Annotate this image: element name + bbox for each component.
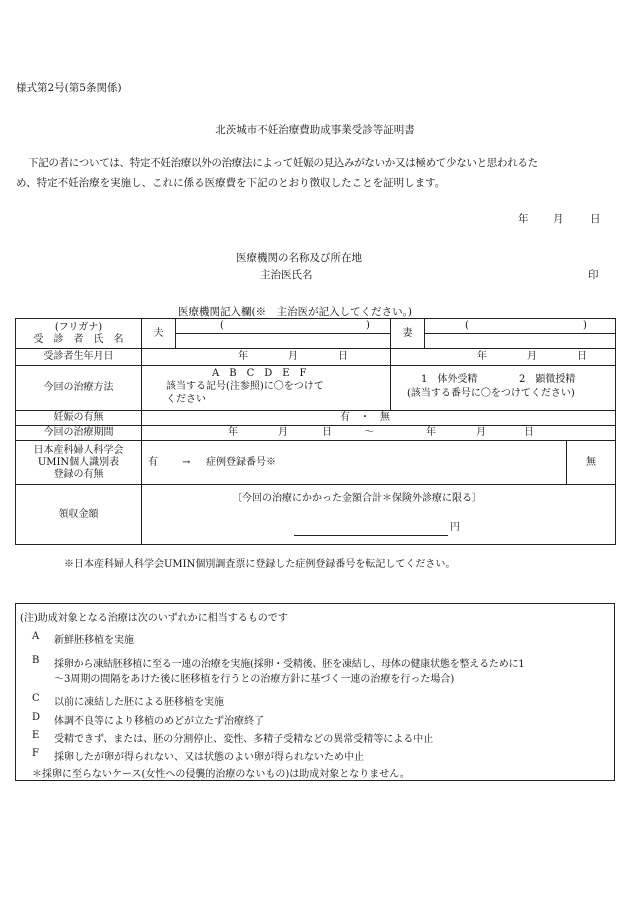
- notes-box: [15, 603, 615, 781]
- amount-label: 領収金額: [16, 485, 142, 545]
- registration-label-2: UMIN個人識別表: [37, 456, 120, 468]
- end-month-label: 月: [476, 427, 486, 438]
- note-text-e: 受精できず、または、胚の分割停止、変性、多精子受精などの異常受精等による中止: [54, 734, 434, 745]
- option-icsi: 2 顕微授精: [519, 374, 576, 385]
- note-text-d: 体調不良等により移植のめどが立たず治療終了: [54, 716, 264, 727]
- name-row: [16, 319, 616, 349]
- day-label: 日: [577, 351, 587, 362]
- name-label-cell: [16, 319, 142, 349]
- note-text-c: 以前に凍結した胚による胚移植を実施: [54, 697, 224, 708]
- paren-open: (: [465, 320, 469, 331]
- end-day-label: 日: [524, 427, 534, 438]
- birthdate-row: [16, 349, 616, 366]
- notes-header: (注)助成対象となる治療は次のいずれかに相当するものです: [20, 613, 288, 624]
- note-text-f: 採卵したが卵が得られない、又は状態のよい卵が得られないため中止: [54, 752, 364, 763]
- registration-label-cell: [16, 441, 142, 485]
- seal-mark: 印: [588, 269, 599, 281]
- footnote: ※日本産科婦人科学会UMIN個別調査票に登録した症例登録番号を転記してください。: [64, 559, 456, 570]
- treatment-instruction-2: ください: [166, 394, 206, 405]
- amount-note: 〔今回の治療にかかった金額合計＊保険外診療に限る〕: [232, 493, 482, 504]
- amount-underline: [294, 535, 448, 536]
- month-label: 月: [288, 351, 298, 362]
- wife-name-field[interactable]: [425, 319, 616, 349]
- day-label: 日: [338, 351, 348, 362]
- date-day: 日: [590, 213, 601, 225]
- treatment-instruction-1: 該当する記号(注参照)に〇をつけて: [166, 381, 324, 392]
- period-separator: ～: [364, 427, 374, 438]
- start-year-label: 年: [228, 427, 238, 438]
- patient-name-label: 受 診 者 氏 名: [33, 333, 124, 345]
- husband-divider: [176, 333, 390, 334]
- husband-birthdate-field[interactable]: [142, 349, 391, 366]
- wife-divider: [425, 333, 615, 334]
- pregnancy-field[interactable]: [142, 411, 616, 426]
- note-key-e: E: [32, 730, 40, 741]
- husband-label: 夫: [142, 319, 176, 349]
- period-label: 今回の治療期間: [16, 426, 142, 441]
- month-label: 月: [527, 351, 537, 362]
- table-caption: 医療機関記入欄(※ 主治医が記入してください。): [178, 306, 412, 318]
- date-year: 年: [518, 213, 529, 225]
- pregnancy-label: 妊娠の有無: [16, 411, 142, 426]
- yen-label: 円: [450, 522, 460, 533]
- paren-close: ): [366, 320, 370, 331]
- treatment-row: [16, 366, 616, 411]
- note-text-a: 新鮮胚移植を実施: [54, 635, 134, 646]
- date-month: 月: [553, 213, 564, 225]
- husband-name-field[interactable]: [176, 319, 391, 349]
- period-row: [16, 426, 616, 441]
- end-year-label: 年: [426, 427, 436, 438]
- certification-table: [15, 318, 616, 545]
- birthdate-label: 受診者生年月日: [16, 349, 142, 366]
- paren-open: (: [220, 320, 224, 331]
- notes-remark: ＊採卵に至らないケース(女性への侵襲的治療のないもの)は助成対象となりません。: [32, 769, 410, 780]
- intro-line-1: 下記の者については、特定不妊治療以外の治療法によって妊娠の見込みがないか又は極めて少ないと思われるた: [28, 157, 538, 169]
- intro-line-2: め、特定不妊治療を実施し、これに係る医療費を下記のとおり徴収したことを証明します。: [16, 177, 446, 189]
- note-key-d: D: [32, 712, 41, 723]
- paren-close: ): [583, 320, 587, 331]
- institution-label: 医療機関の名称及び所在地: [236, 252, 362, 264]
- registration-yes-field[interactable]: [142, 441, 567, 485]
- wife-birthdate-field[interactable]: [391, 349, 616, 366]
- document-title: 北茨城市不妊治療費助成事業受診等証明書: [215, 124, 415, 136]
- note-key-c: C: [32, 693, 40, 704]
- treatment-codes: A B C D E F: [212, 368, 307, 379]
- treatment-code-field[interactable]: [142, 366, 391, 411]
- pregnancy-row: [16, 411, 616, 426]
- furigana-label: (フリガナ): [54, 321, 103, 333]
- doctor-label: 主治医氏名: [260, 269, 313, 281]
- start-day-label: 日: [322, 427, 332, 438]
- option-ivf: 1 体外受精: [421, 374, 478, 385]
- registration-label-1: 日本産科婦人科学会: [33, 444, 124, 456]
- registration-no[interactable]: 無: [567, 441, 616, 485]
- note-text-b: 採卵から凍結胚移植に至る一連の治療を実施(採卵・受精後、胚を凍結し、母体の健康状態を整えるために1: [54, 659, 525, 670]
- note-key-a: A: [32, 631, 40, 642]
- treatment-option-field[interactable]: [391, 366, 616, 411]
- year-label: 年: [477, 351, 487, 362]
- amount-row: [16, 485, 616, 545]
- option-instruction: (該当する番号に〇をつけてください): [407, 388, 575, 399]
- year-label: 年: [238, 351, 248, 362]
- note-key-b: B: [32, 655, 40, 666]
- registration-row: [16, 441, 616, 485]
- registration-yes: 有: [148, 457, 158, 468]
- treatment-label: 今回の治療方法: [16, 366, 142, 411]
- note-key-f: F: [32, 748, 39, 759]
- form-number: 様式第2号(第5条関係): [16, 82, 122, 94]
- registration-label-3: 登録の有無: [53, 468, 104, 480]
- arrow-icon: →: [182, 457, 191, 468]
- case-number-label: 症例登録番号※: [206, 457, 276, 468]
- amount-field[interactable]: [142, 485, 616, 545]
- note-text-b-cont: ～3周期の間隔をあけた後に胚移植を行うとの治療方針に基づく一連の治療を行った場合): [54, 674, 455, 685]
- wife-label: 妻: [391, 319, 425, 349]
- pregnancy-value: 有 ・ 無: [340, 412, 390, 423]
- start-month-label: 月: [278, 427, 288, 438]
- period-field[interactable]: [142, 426, 616, 441]
